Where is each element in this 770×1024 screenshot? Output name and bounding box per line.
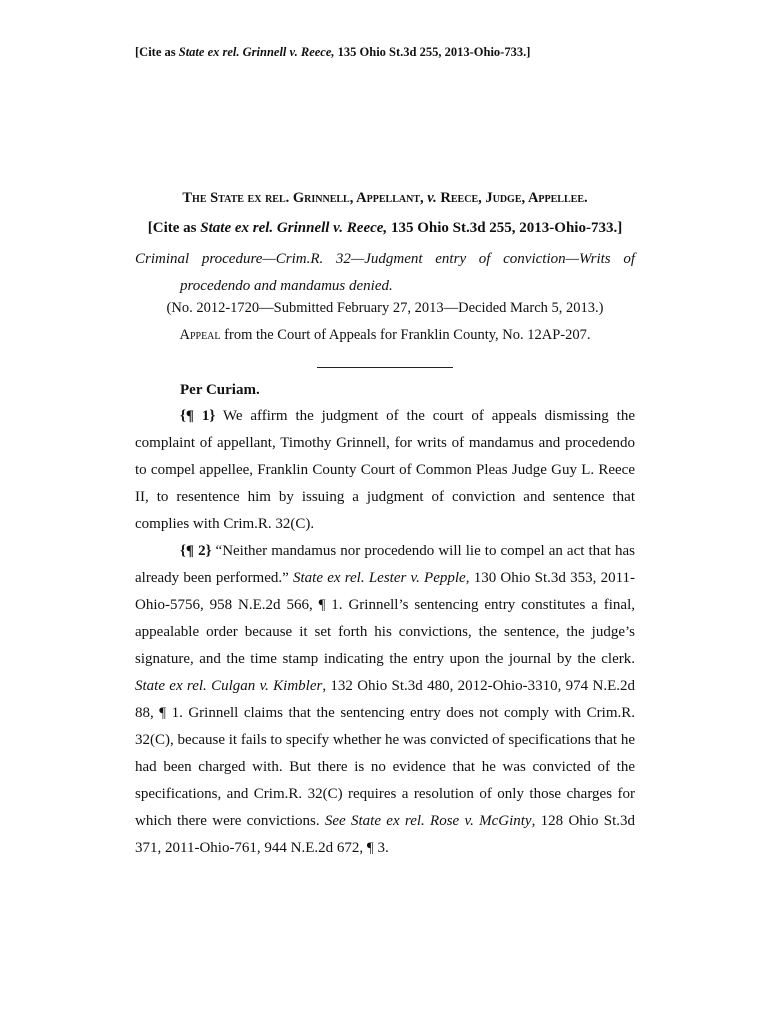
case-citation-rose: See State ex rel. Rose v. McGinty	[324, 813, 532, 829]
running-head-case-name: State ex rel. Grinnell v. Reece,	[178, 45, 335, 59]
paragraph-text: “Neither mandamus nor procedendo will lie to compel an act that has already been performed.”	[135, 543, 635, 586]
official-citation	[135, 220, 635, 237]
paragraph-mark: {¶ 2}	[180, 543, 212, 559]
paragraph-text: , 128 Ohio St.3d 371, 2011-Ohio-761, 944 N.E.2d 672, ¶ 3.	[135, 813, 635, 856]
citation-prefix: [Cite as	[147, 220, 201, 236]
appeal-line	[135, 327, 635, 344]
syllabus-line-2: procedendo and mandamus denied.	[180, 278, 393, 294]
syllabus-headnote	[135, 246, 635, 300]
opinion-paragraph-1	[135, 403, 635, 538]
case-citation-lester: State ex rel. Lester v. Pepple	[293, 570, 466, 586]
section-divider	[317, 367, 453, 368]
citation-suffix: 135 Ohio St.3d 255, 2013-Ohio-733.]	[387, 220, 623, 236]
case-citation-culgan: State ex rel. Culgan v. Kimbler	[135, 678, 323, 694]
running-head-citation	[135, 45, 530, 60]
opinion-paragraph-2	[135, 538, 635, 862]
paragraph-text: , 130 Ohio St.3d 353, 2011-Ohio-5756, 958 N.E.2d 566, ¶ 1. Grinnell’s sentencing entry constitutes a final, appealable order because it set forth his convictions, the sentence, the judge’s signature, and the time stamp indicating the entry upon the journal by the clerk.	[135, 570, 636, 667]
citation-case-name: State ex rel. Grinnell v. Reece,	[200, 220, 388, 236]
syllabus-line-1: Criminal procedure—Crim.R. 32—Judgment entry of conviction—Writs of	[135, 251, 635, 267]
caption-parties-right: Reece, Judge, Appellee.	[436, 190, 588, 206]
docket-line: (No. 2012-1720—Submitted February 27, 2013—Decided March 5, 2013.)	[166, 300, 604, 316]
caption-versus: v.	[427, 190, 437, 206]
running-head-suffix: 135 Ohio St.3d 255, 2013-Ohio-733.]	[334, 45, 531, 59]
paragraph-text: , 132 Ohio St.3d 480, 2012-Ohio-3310, 974 N.E.2d 88, ¶ 1. Grinnell claims that the sentencing entry does not comply with Crim.R. 32(C), because it fails to specify whether he was convicted of specifications that he had been charged with. But there is no evidence that he was convicted of the specifications, and Crim.R. 32(C) requires a resolution of only those charges for which there were convictions.	[135, 678, 635, 829]
case-caption	[135, 190, 635, 207]
caption-parties-left: The State ex rel. Grinnell, Appellant,	[182, 190, 428, 206]
per-curiam-heading: Per Curiam.	[180, 382, 260, 398]
paragraph-text: We affirm the judgment of the court of appeals dismissing the complaint of appellant, Timothy Grinnell, for writs of mandamus and procedendo to compel appellee, Franklin County Court of Common Pleas Judge Guy L. Reece II, to resentence him by issuing a judgment of conviction and sentence that complies with Crim.R. 32(C).	[135, 408, 635, 532]
paragraph-mark: {¶ 1}	[180, 408, 216, 424]
appeal-rest: from the Court of Appeals for Franklin County, No. 12AP-207.	[220, 327, 591, 343]
appeal-lead: Appeal	[179, 327, 221, 343]
running-head-prefix: [Cite as	[135, 45, 179, 59]
opinion-body	[135, 403, 635, 862]
